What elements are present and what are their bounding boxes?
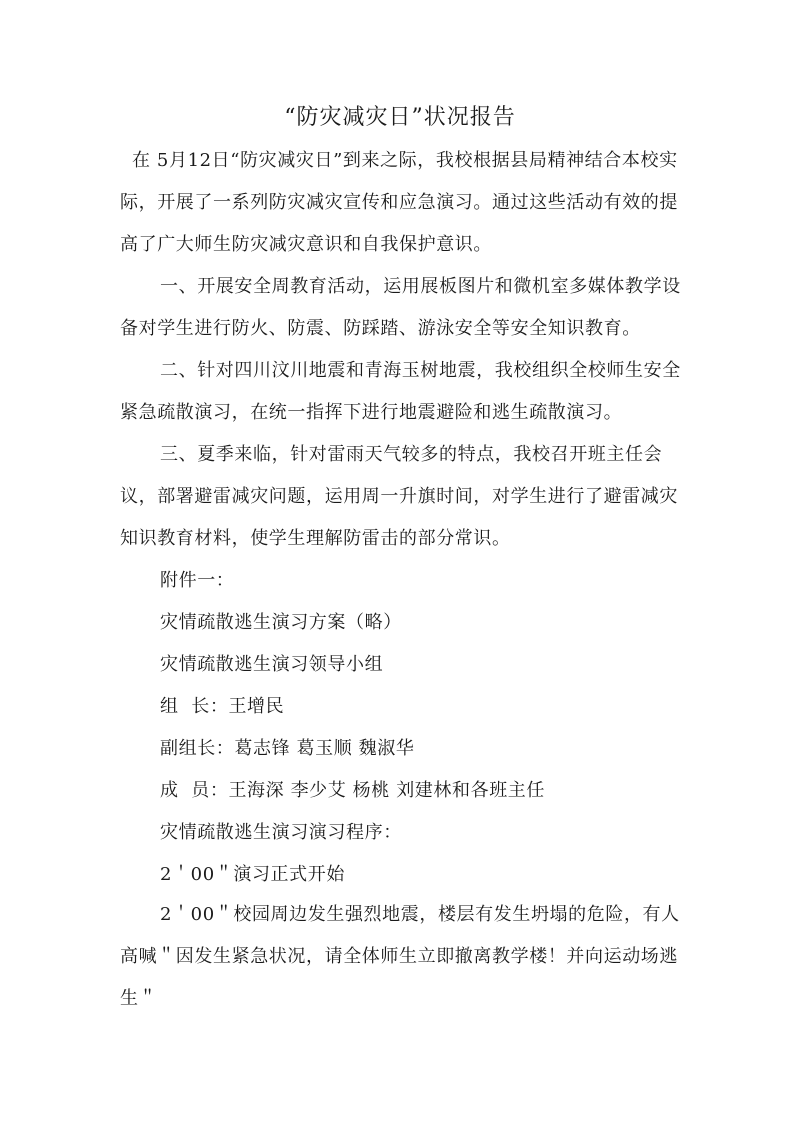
intro-paragraph: 在 5月12日“防灾减灾日”到来之际，我校根据县局精神结合本校实际，开展了一系列防灾减灾宣传和应急演习。通过这些活动有效的提高了广大师生防灾减灾意识和自我保护意识。 [120,150,678,255]
members-line: 成 员：王海深 李少艾 杨桃 刘建林和各班主任 [160,780,546,801]
vice-leaders-line: 副组长：葛志锋 葛玉顺 魏淑华 [160,738,415,759]
procedure-title: 灾情疏散逃生演习演习程序： [160,822,402,843]
leader-line: 组 长：王增民 [160,696,285,717]
leaders-title: 灾情疏散逃生演习领导小组 [160,654,384,675]
item-2-paragraph: 二、针对四川汶川地震和青海玉树地震，我校组织全校师生安全紧急疏散演习，在统一指挥下进行地震避险和逃生疏散演习。 [120,360,681,423]
step-2-paragraph: 2＇00＂校园周边发生强烈地震，楼层有发生坍塌的危险，有人高喊＂因发生紧急状况，请全体师生立即撤离教学楼！并向运动场逃生＂ [120,904,680,1009]
document-title: “防灾减灾日”状况报告 [284,105,516,130]
step-1-line: 2＇00＂演习正式开始 [160,864,345,885]
plan-line: 灾情疏散逃生演习方案（略） [160,612,402,633]
attachment-label: 附件一： [160,570,235,591]
item-1-paragraph: 一、开展安全周教育活动，运用展板图片和微机室多媒体教学设备对学生进行防火、防震、防踩踏、游泳安全等安全知识教育。 [120,276,681,339]
item-3-paragraph: 三、夏季来临，针对雷雨天气较多的特点，我校召开班主任会议，部署避雷减灾问题，运用周一升旗时间，对学生进行了避雷减灾知识教育材料，使学生理解防雷击的部分常识。 [120,444,678,549]
